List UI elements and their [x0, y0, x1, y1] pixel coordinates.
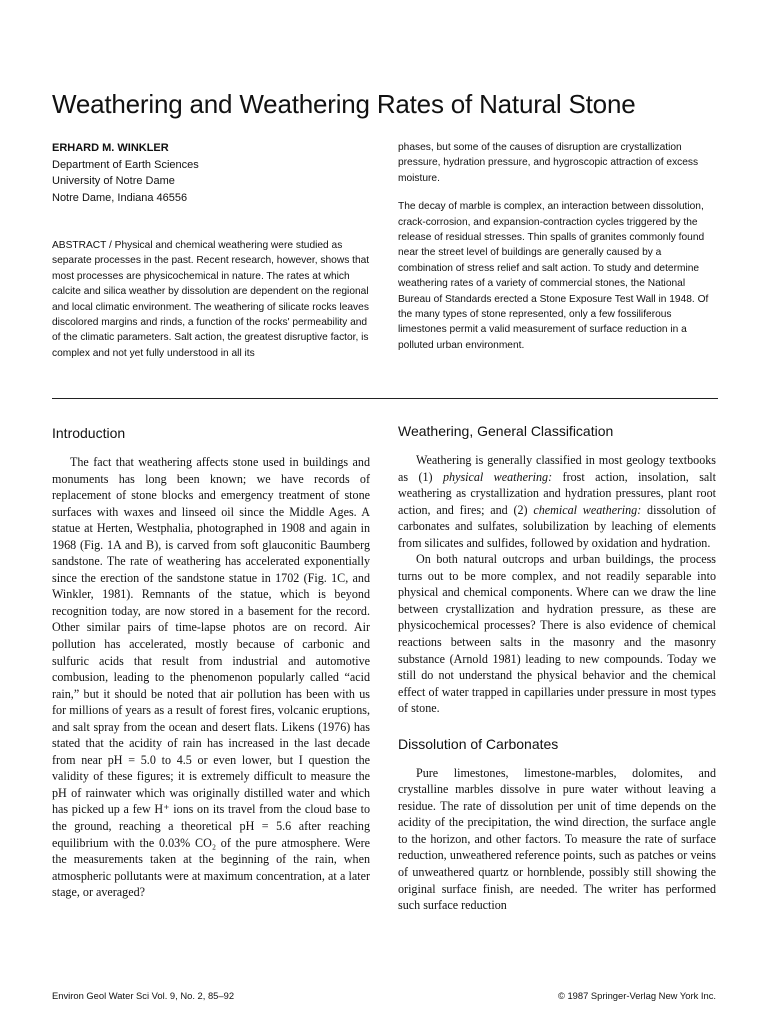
- abstract-paragraph-2: The decay of marble is complex, an interaction between dissolution, crack-corrosion, and expansion-contraction cycles triggered by the release of residual stresses. Thin spalls of granites commonly found near the street level of buildings are generally caused by a combination of stress relief and salt action. To study and determine weathering rates of a variety of commercial stones, the National Bureau of Standards erected a Stone Exposure Test Wall in 1948. Of the many types of stone represented, only a few fossiliferous limestones permit a valid measurement of surface reduction in a polluted urban environment.: [398, 201, 709, 351]
- weathering-heading: Weathering, General Classification: [398, 423, 614, 439]
- right-column: [398, 422, 716, 914]
- introduction-heading: Introduction: [52, 425, 126, 441]
- abstract-divider: [52, 398, 718, 399]
- dissolution-text: Pure limestones, limestone-marbles, dolomites, and crystalline marbles dissolve in pure water without leaving a residue. The rate of dissolution per unit of time depends on the acidity of the precipitation, the wind direction, the surface angle to the horizon, and other factors. To measure the rate of surface reduction, unweathered reference points, such as patches or veins of unweathered quartz or hornblende, possibly still showing the original surface finish, are needed. The writer has performed such surface reduction: [398, 765, 716, 913]
- author-address: Notre Dame, Indiana 46556: [52, 191, 188, 204]
- weathering-text-c: dissolution of carbonates and sulfates, solubilization by leaching of elements from silicates and sulfides, followed by oxidation and hydration.: [398, 502, 716, 550]
- weathering-text-a: Weathering is generally classified in most geology textbooks as (1): [398, 453, 716, 484]
- weathering-paragraph-1: [398, 452, 716, 551]
- abstract-left: ABSTRACT / Physical and chemical weathering were studied as separate processes in the past. Recent research, however, shows that most processes are physicochemical in nature. The rates at which calcite and silica weather by dissolution are dependent on the regional and local climatic environment. The weathering of silicate rocks leaves discolored margins and rinds, a function of the rocks' permeability and of the climatic parameters. Salt action, the greatest disruptive factor, is complex and not yet fully understood in all its: [52, 240, 370, 359]
- journal-citation: Environ Geol Water Sci Vol. 9, No. 2, 85–92: [52, 990, 235, 1001]
- physical-weathering-term: physical weathering:: [442, 469, 553, 484]
- author-university: University of Notre Dame: [52, 175, 175, 187]
- dissolution-heading: Dissolution of Carbonates: [398, 735, 559, 752]
- weathering-text-b: frost action, insolation, salt weathering as crystallization and hydration pressures, plant root action, and fires; and (2): [398, 469, 716, 517]
- author-block: [52, 140, 372, 206]
- chemical-weathering-term: chemical weathering:: [533, 502, 642, 517]
- article-title: Weathering and Weathering Rates of Natural Stone: [52, 89, 636, 119]
- author-department: Department of Earth Sciences: [52, 158, 199, 171]
- author-name: ERHARD M. WINKLER: [52, 142, 169, 154]
- abstract-right: [398, 140, 716, 366]
- weathering-paragraph-2: On both natural outcrops and urban buildings, the process turns out to be more complex, and not readily separable into physical and chemical components. Where can we draw the line between crystallization and hydration pressure, as these are physicochemical processes? There is also evidence of chemical reactions between salts in the masonry and the masonry substance (Arnold 1981) leading to new compounds. Today we still do not understand the physical behavior and the chemical effect of water trapped in capillaries under pressure in most types of stone.: [398, 552, 716, 716]
- abstract-paragraph-1: phases, but some of the causes of disruption are crystallization pressure, hydration pressure, and hygroscopic attraction of excess moisture.: [398, 142, 699, 184]
- copyright-notice: © 1987 Springer-Verlag New York Inc.: [557, 990, 716, 1001]
- introduction-text: The fact that weathering affects stone used in buildings and monuments has long been known; we have records of replacement of stone blocks and emergency treatment of stone surfaces with waxes and linseed oil since the Middle Ages. A statue at Herten, Westphalia, photographed in 1908 and again in 1968 (Fig. 1A and B), is carved from soft glauconitic Baumberg sandstone. The rate of weathering has accelerated exponentially since the erection of the sandstone statue in 1702 (Fig. 1C, and Winkler, 1981). Remnants of the statue, which is beyond recognition today, are now stored in a basement for the record. Other similar pairs of time-lapse photos are on record. Air pollution has accelerated, mostly because of carbonic and sulfuric acids that result from industrial and automotive combusion, leading to the phenomenon popularly called “acid rain,” but it should be noted that air pollution has been with us for millions of years as a result of forest fires, volcanic eruptions, and salt spray from the ocean and desert flats. Likens (1976) has stated that the acidity of rain has increased in the last decade from near pH = 5.0 to 4.5 or even lower, but I question the validity of these figures; it is extremely difficult to measure the pH of rainwater which was originally distilled water and which has picked up a few H⁺ ions on its travel from the cloud base to the ground, reaching a theoretical pH = 5.6 after reaching equilibrium with the 0.03% CO₂ of the pure atmosphere. Were the measurements taken at the beginning of the rain, when atmospheric pollutants were at maximum concentration, at a later stage, or averaged?: [52, 455, 370, 900]
- left-column: [52, 424, 370, 901]
